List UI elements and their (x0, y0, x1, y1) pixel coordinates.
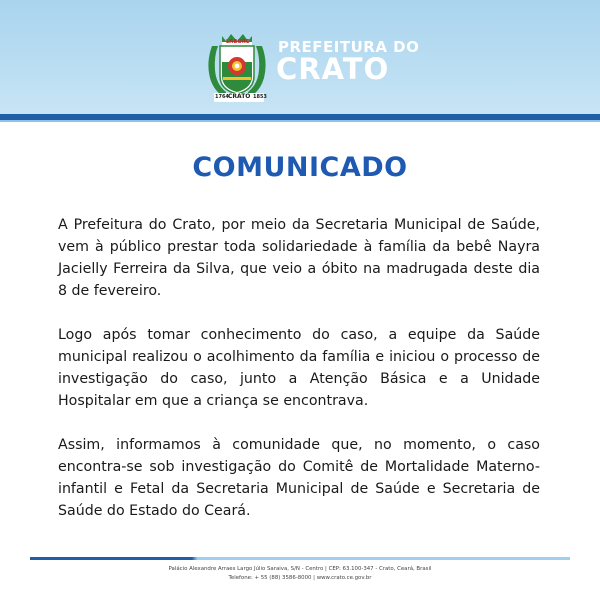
header-divider-light (0, 120, 600, 122)
crest-year-right: 1853 (253, 94, 267, 100)
logo-prefeitura-text: PREFEITURA DO (278, 38, 420, 56)
logo-crato-text: CRATO (276, 52, 390, 86)
crest-year-left: 1764 (215, 94, 229, 100)
footer-contact: Telefone: + 55 (88) 3586-8000 | www.crato.ce.gov.br (228, 575, 372, 581)
paragraph-3: Assim, informamos à comunidade que, no momento, o caso encontra-se sob investigação do Comitê de Mortalidade Materno-infantil e Fetal da Secretaria Municipal de Saúde e Secretaria de Saúde do Estado do Ceará. (58, 437, 540, 519)
announcement-body (58, 214, 540, 544)
footer-address: Palácio Alexandre Arraes Largo Júlio Saraiva, S/N - Centro | CEP: 63.100-347 - Crato, Ceará, Brasil (168, 566, 432, 572)
footer-divider (30, 557, 570, 560)
paragraph-2: Logo após tomar conhecimento do caso, a equipe da Saúde municipal realizou o acolhimento da família e iniciou o processo de investigação do caso, junto a Atenção Básica e a Unidade Hospitalar em que a criança se encontrava. (58, 327, 540, 409)
paragraph-1: A Prefeitura do Crato, por meio da Secretaria Municipal de Saúde, vem à público prestar toda solidariedade à família da bebê Nayra Jacielly Ferreira da Silva, que veio a óbito na madrugada deste dia 8 de fevereiro. (58, 217, 540, 299)
crest-motto: LABORE (226, 39, 250, 45)
page-title: COMUNICADO (192, 152, 408, 183)
crest-name: CRATO (228, 93, 251, 100)
